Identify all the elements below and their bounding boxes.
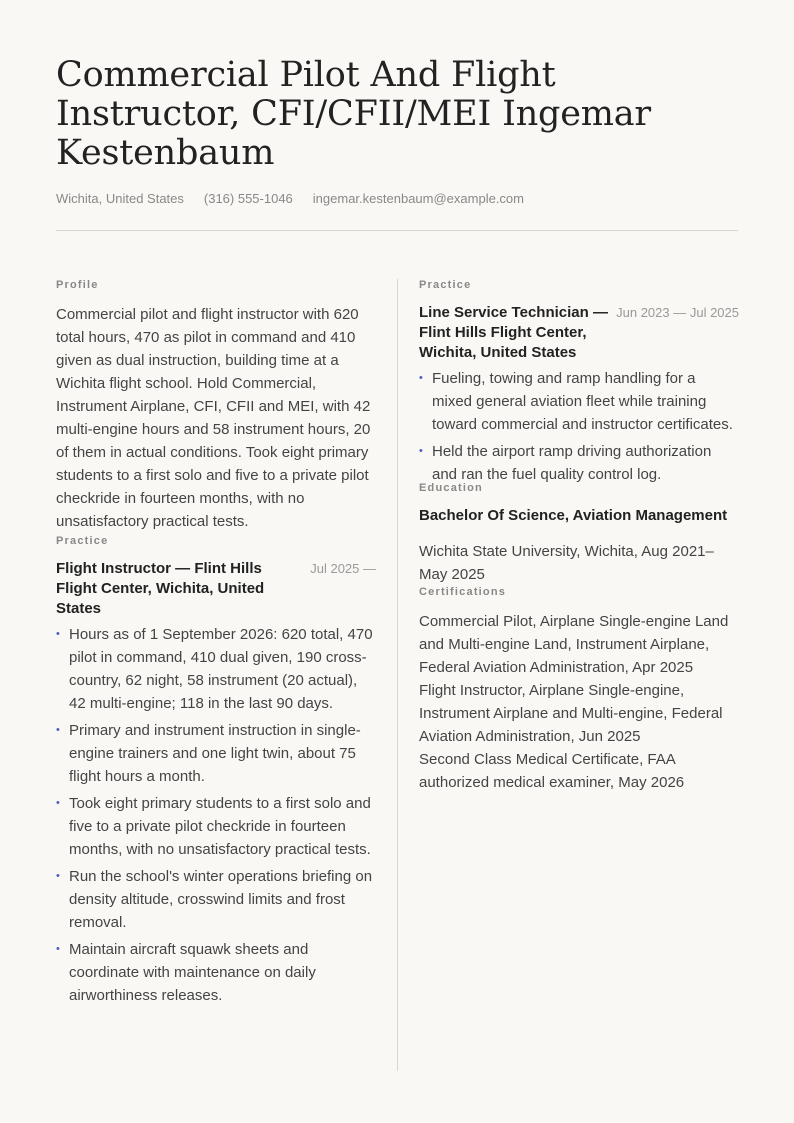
section-label: Practice	[56, 535, 109, 547]
job-bullets	[56, 623, 376, 1007]
list-item: • Maintain aircraft squawk sheets and coordinate with maintenance on daily airworthiness releases.	[56, 938, 376, 1007]
column-divider	[397, 279, 398, 1071]
right-column	[419, 279, 739, 794]
job-header	[56, 559, 376, 619]
certification-item: Second Class Medical Certificate, FAA authorized medical examiner, May 2026	[419, 751, 685, 791]
profile-section	[56, 279, 376, 533]
page-title: Commercial Pilot And Flight Instructor, CFI/CFII/MEI Ingemar Kestenbaum	[56, 55, 651, 173]
education-section	[419, 482, 739, 586]
list-item: • Fueling, towing and ramp handling for a mixed general aviation fleet while training toward commercial and instructor certificates.	[419, 367, 739, 436]
list-item: • Took eight primary students to a first solo and five to a private pilot checkride in fourteen months, with no unsatisfactory practical tests.	[56, 792, 376, 861]
job-header	[419, 303, 739, 363]
certifications-section	[419, 586, 739, 794]
left-column	[56, 279, 376, 1011]
location: Wichita, United States	[56, 191, 184, 206]
list-item: • Primary and instrument instruction in single-engine trainers and one light twin, about 75 flight hours a month.	[56, 719, 376, 788]
section-label: Profile	[56, 279, 99, 291]
practice-section-left	[56, 535, 376, 1007]
job-bullets	[419, 367, 739, 486]
degree: Bachelor Of Science, Aviation Management	[419, 507, 728, 524]
job-title: Flight Instructor — Flint Hills Flight Center, Wichita, United States	[56, 560, 265, 617]
certification-item: Flight Instructor, Airplane Single-engine, Instrument Airplane and Multi-engine, Federal Aviation Administration, Jun 2025	[419, 682, 723, 745]
phone: (316) 555-1046	[203, 191, 293, 206]
section-label: Certifications	[419, 586, 507, 598]
email: ingemar.kestenbaum@example.com	[312, 191, 524, 206]
profile-text: Commercial pilot and flight instructor with 620 total hours, 470 as pilot in command and 410 given as dual instruction, building time at a Wichita flight school. Hold Commercial, Instrument Airplane, CFI, CFII and MEI, with 42 multi-engine hours and 58 instrument hours, 20 of them in actual conditions. Took eight primary students to a first solo and five to a private pilot checkride in fourteen months, with no unsatisfactory practical tests.	[56, 306, 371, 530]
resume-page	[56, 56, 738, 1073]
certification-item: Commercial Pilot, Airplane Single-engine Land and Multi-engine Land, Instrument Airplane, Federal Aviation Administration, Apr 2025	[419, 613, 729, 676]
section-label: Practice	[419, 279, 472, 291]
list-item: • Hours as of 1 September 2026: 620 total, 470 pilot in command, 410 dual given, 190 cross-country, 62 night, 58 instrument (20 actual), 42 multi-engine; 118 in the last 90 days.	[56, 623, 376, 715]
practice-section-right	[419, 279, 739, 486]
degree-detail: Wichita State University, Wichita, Aug 2021–May 2025	[419, 543, 714, 583]
section-label: Education	[419, 482, 483, 494]
header-divider	[56, 230, 738, 231]
job-title: Line Service Technician — Flint Hills Flight Center, Wichita, United States	[419, 304, 608, 361]
list-item: • Held the airport ramp driving authorization and ran the fuel quality control log.	[419, 440, 739, 486]
list-item: • Run the school's winter operations briefing on density altitude, crosswind limits and frost removal.	[56, 865, 376, 934]
job-date: Jun 2023 — Jul 2025	[616, 305, 739, 320]
contact-line	[56, 191, 738, 206]
job-date: Jul 2025 —	[310, 561, 376, 576]
content-columns	[56, 279, 738, 1073]
